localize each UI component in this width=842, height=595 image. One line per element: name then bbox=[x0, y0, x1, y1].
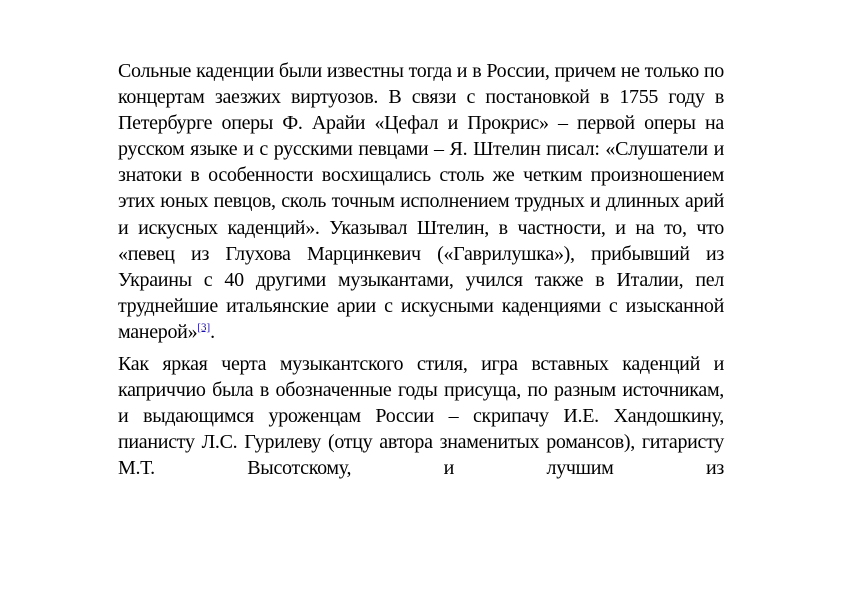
paragraph-1-text: Сольные каденции были известны тогда и в России, причем не только по концертам заезжих виртуозов. В связи с постановкой в 1755 году в Петербурге оперы Ф. Арайи «Цефал и Прокрис» – первой оперы на русском языке и с русскими певцами – Я. Штелин писал: «Слушатели и знатоки в особенности восхищались столь же четким произношением этих юных певцов, сколь точным исполнением трудных и длинных арий и искусных каденций». Указывал Штелин, в частности, и на то, что «певец из Глухова Марцинкевич («Гаврилушка»), прибывший из Украины с 40 другими музыкантами, учился также в Италии, пел труднейшие итальянские арии с искусными каденциями с изысканной манерой» bbox=[118, 60, 724, 343]
paragraph-1 bbox=[118, 58, 724, 345]
footnote-link[interactable]: [3] bbox=[197, 321, 211, 334]
paragraph-2: Как яркая черта музыкантского стиля, игра вставных каденций и каприччио была в обозначенные годы присуща, по разным источникам, и выдающимся уроженцам России – скрипачу И.Е. Хандошкину, пианисту Л.С. Гурилеву (отцу автора знаменитых романсов), гитаристу М.Т. Высотскому, и лучшим из bbox=[118, 353, 724, 480]
document-body bbox=[118, 58, 724, 482]
paragraph-1-end: . bbox=[210, 320, 215, 343]
